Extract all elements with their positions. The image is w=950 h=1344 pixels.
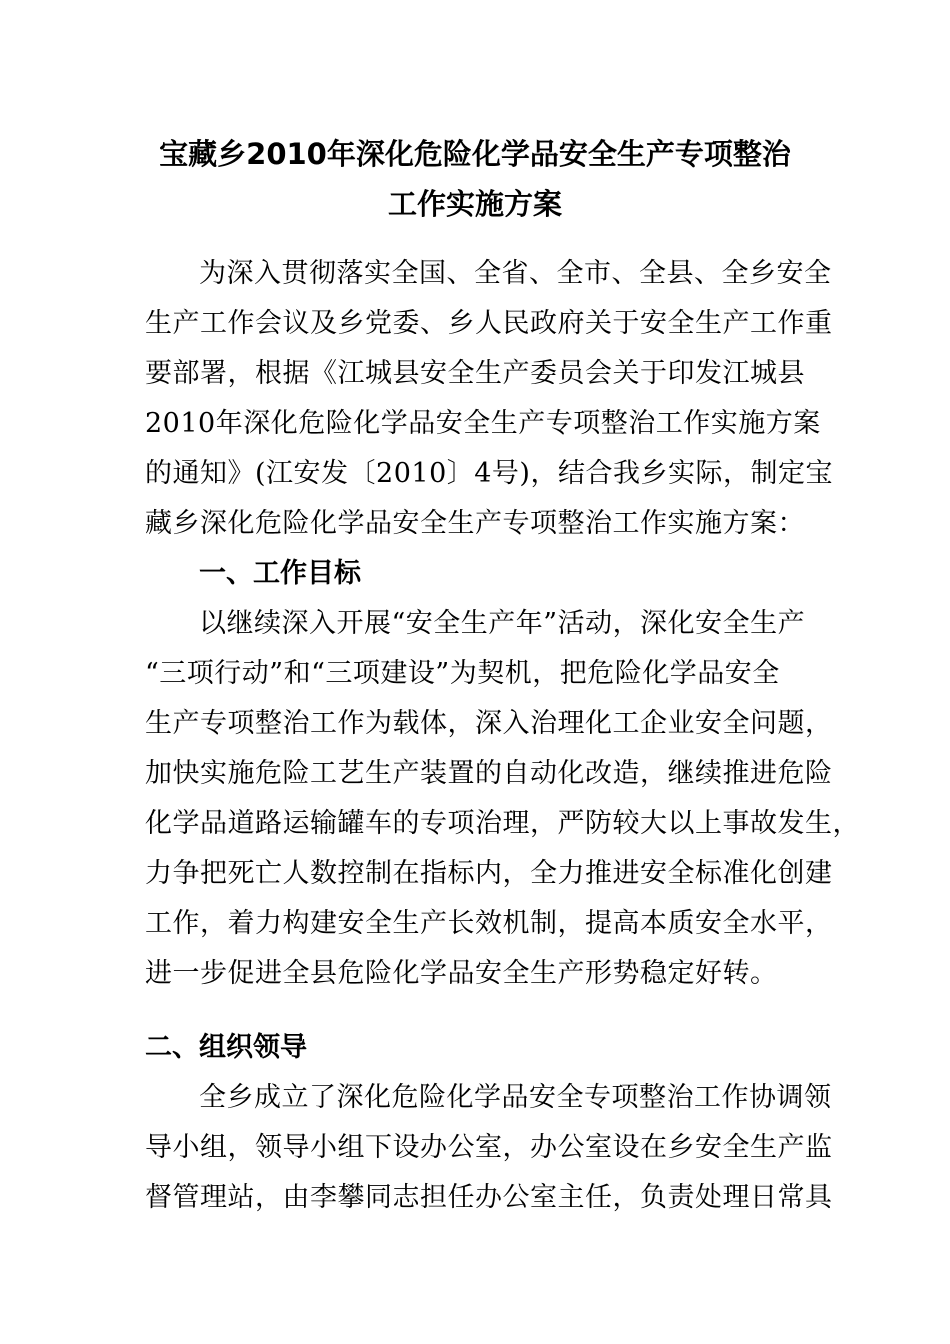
section-2-line: 导小组，领导小组下设办公室，办公室设在乡安全生产监 [145,1132,833,1163]
section-1-line: 化学品道路运输罐车的专项治理，严防较大以上事故发生， [145,808,860,839]
section-1-line: 以继续深入开展“安全生产年”活动，深化安全生产 [199,608,806,639]
section-1-line: 生产专项整治工作为载体，深入治理化工企业安全问题， [145,708,833,739]
intro-line: 藏乡深化危险化学品安全生产专项整治工作实施方案： [145,508,805,539]
intro-line: 要部署，根据《江城县安全生产委员会关于印发江城县 [145,358,805,389]
intro-line: 2010年深化危险化学品安全生产专项整治工作实施方案 [145,408,821,439]
section-1-heading: 一、工作目标 [199,558,361,589]
section-1-line: “三项行动”和“三项建设”为契机，把危险化学品安全 [145,658,780,689]
section-2-heading: 二、组织领导 [145,1032,307,1063]
section-1-line: 力争把死亡人数控制在指标内，全力推进安全标准化创建 [145,858,833,889]
intro-line: 生产工作会议及乡党委、乡人民政府关于安全生产工作重 [145,308,833,339]
section-2-line: 督管理站，由李攀同志担任办公室主任，负责处理日常具 [145,1182,833,1213]
intro-line: 的通知》(江安发〔2010〕4号)，结合我乡实际，制定宝 [145,458,833,489]
document-title-line-1: 宝藏乡2010年深化危险化学品安全生产专项整治 [159,137,791,171]
section-2-line: 全乡成立了深化危险化学品安全专项整治工作协调领 [199,1082,832,1113]
intro-line: 为深入贯彻落实全国、全省、全市、全县、全乡安全 [199,258,832,289]
section-1-line: 工作，着力构建安全生产长效机制，提高本质安全水平， [145,908,833,939]
document-title-line-2: 工作实施方案 [387,187,562,221]
section-1-line: 进一步促进全县危险化学品安全生产形势稳定好转。 [145,958,778,989]
section-1-line: 加快实施危险工艺生产装置的自动化改造，继续推进危险 [145,758,833,789]
